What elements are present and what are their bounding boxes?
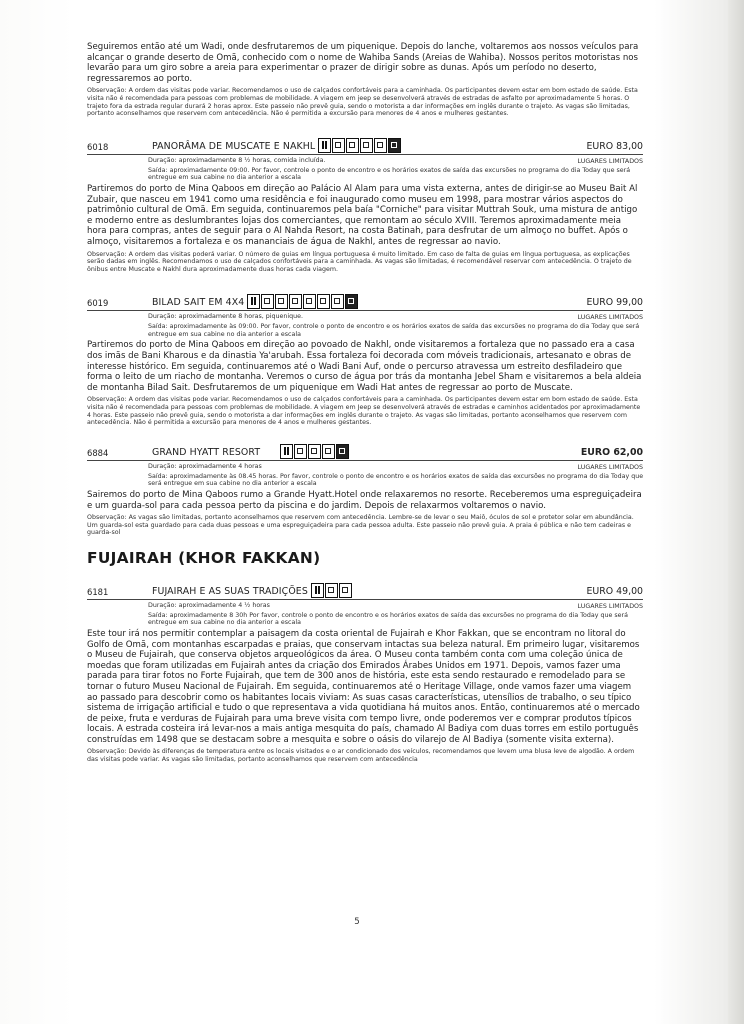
tour-6884 <box>87 441 643 537</box>
bus-icon <box>360 138 373 153</box>
tour-observation: Observação: As vagas são limitadas, portanto aconselhamos que reservem com antecedência. Lembre-se de levar o seu Maiô, óculos de sol e protetor solar em abundância. Um guarda-sol esta guardado para cada duas pessoas e uma espreguiçadeira para cada pessoa adulta. Este passeio não prevê guia. A praia é pública e não tem cadeiras e guarda-sol <box>87 514 634 537</box>
page-number: 5 <box>354 917 360 927</box>
availability-label: LUGARES LIMITADOS <box>577 157 643 165</box>
tour-observation: Observação: A ordem das visitas poderá variar. O número de guias em língua portuguesa é muito limitado. Em caso de falta de guias em língua portuguesa, as explicações serão dadas em inglês. Recomendamos o uso de calçados confortáveis para a caminhada. As vagas são limitadas, é recomendável reservar com antecedência. O trajeto de ônibus entre Muscate e Nakhl dura aproximadamente duas horas cada viagem. <box>87 250 632 273</box>
tour-name: GRAND HYATT RESORT <box>152 446 261 458</box>
tour-description: Este tour irá nos permitir contemplar a paisagem da costa oriental de Fujairah e Khor Fakkan, que se encontram no litoral do Golfo de Omã, com montanhas escarpadas e praias, que conservam intactas sua beleza natural. Em primeiro lugar, visitaremos o Museu de Fujairah, que conserva objetos arqueológicos da área. O Museu conta também conta com uma coleção única de moedas que foram utilizadas em Fujairah antes da criação dos Emirados Árabes Unidos em 1971. Depois, vamos fazer uma parada para tirar fotos no Forte Fujairah, que tem de 300 anos de história, este esta sendo restaurado e remodelado para se tornar o futuro Museu Nacional de Fujairah. Em seguida, continuaremos até o Heritage Village, onde vamos fazer uma viagem ao passado para descobrir como os habitantes locais viviam: As suas casas características, utensílios de trabalho, o seu típico sistema de irrigação artificial e tudo o que representava a vida quotidiana há muitos anos. Então, continuaremos até o mercado de peixe, fruta e verduras de Fujairah para uma breve visita com tempo livre, onde poderemos ver e comprar produtos típicos locais. A estrada costeira irá levar-nos a mais antiga mesquita do país, chamado Al Badiya com duas torres em estilo português construídas em 1498 que se destacam sobre a mesquita e sobre o oásis do vilarejo de Al Badiya (somente visita externa). <box>87 628 640 745</box>
tour-meta <box>87 157 643 165</box>
tour-icons <box>311 583 352 598</box>
accessibility-level-icon <box>280 444 293 459</box>
tour-description: Partiremos do porto de Mina Qaboos em direção ao Palácio Al Alam para uma vista externa, antes de dirigir-se ao Museu Bait Al Zubair, que nasceu em 1941 como uma residência e foi inaugurado como museu em 1998, para mostrar vários aspectos do patrimônio cultural de Omã. Em seguida, continuaremos pela baía "Corniche" para visitar Muttrah Souk, uma mistura de antigo e moderno entre as deslumbrantes lojas dos comerciantes, que remontam ao século XVIII. Teremos aproximadamente meia hora para compras, antes de seguir para o Al Nahda Resort, na costa Batinah, para desfrutar de um almoço no buffet. Após o almoço, visitaremos a fortaleza e os mananciais de água de Nakhl, antes de regressar ao navio. <box>87 183 638 247</box>
hiking-icon <box>331 294 344 309</box>
accessibility-level-icon <box>247 294 260 309</box>
tour-duration: Duração: aproximadamente 4 ½ horas <box>148 601 270 609</box>
tour-6018 <box>87 135 643 274</box>
tour-header <box>87 135 643 155</box>
accessibility-level-icon <box>311 583 324 598</box>
landscape-icon <box>275 294 288 309</box>
tour-price: EURO 99,00 <box>586 297 643 309</box>
meal-icon <box>374 138 387 153</box>
swim-icon <box>322 444 335 459</box>
tour-header <box>87 441 643 461</box>
tour-price: EURO 49,00 <box>586 585 643 597</box>
intro-observation: Observação: A ordem das visitas pode variar. Recomendamos o uso de calçados confortáveis para a caminhada. Os participantes devem estar em bom estado de saúde. Esta visita não é recomendada para pessoas com problemas de mobilidade. A viagem em jeep se desenvolverá através de estradas de asfalto por aproximadamente 5 horas. O trajeto fora da estrada regular durará 2 horas aprox. Este passeio não prevê guia, sendo o motorista a dar informações em inglês durante o trajeto. As vagas são limitadas, portanto aconselhamos que reservem com antecedência. Não é permitida a excursão para menores de 4 anos e mulheres gestantes. <box>87 87 638 118</box>
table-icon <box>346 138 359 153</box>
region-heading: FUJAIRAH (KHOR FAKKAN) <box>87 548 321 567</box>
new-icon <box>336 444 349 459</box>
sun-icon <box>317 294 330 309</box>
tour-departure: Saída: aproximadamente 8 30h Por favor, controle o ponto de encontro e os horários exatos de saída das excursões no programa do dia Today que será entregue em sua cabine no dia anterior a escala <box>148 611 628 627</box>
tour-meta <box>87 313 643 321</box>
tour-duration: Duração: aproximadamente 4 horas <box>148 462 262 470</box>
jeep-icon <box>289 294 302 309</box>
group-icon <box>325 583 338 598</box>
tour-departure: Saída: aproximadamente às 08.45 horas. Por favor, controle o ponto de encontro e os horários exatos de saída das excursões no programa do dia Today que será entregue em sua cabine no dia anterior a escala <box>148 472 644 488</box>
beach-icon <box>308 444 321 459</box>
tour-code: 6018 <box>87 141 109 152</box>
camera-icon <box>303 294 316 309</box>
tour-name: BILAD SAIT EM 4X4 <box>152 297 245 309</box>
group-icon <box>261 294 274 309</box>
walking-icon <box>345 294 358 309</box>
family-icon <box>294 444 307 459</box>
tour-6181 <box>87 580 643 764</box>
tour-price: EURO 83,00 <box>586 140 643 152</box>
tour-description: Partiremos do porto de Mina Qaboos em direção ao povoado de Nakhl, onde visitaremos a fortaleza que no passado era a casa dos imãs de Bani Kharous e da dinastia Ya'arubah. Essa fortaleza foi decorada com móveis tradicionais, artesanato e obras de interesse histórico. Em seguida, continuaremos até o Wadi Bani Auf, onde o percurso atravessa um estreito desfiladeiro que forma o leito de um riacho de montanha. Veremos o curso de água por trás da montanha Jebel Sham e visitaremos a bela aldeia de montanha Bilad Sait. Desfrutaremos de um piquenique em Wadi Hat antes de regressar ao porto de Muscate. <box>87 340 642 393</box>
page-content <box>87 42 643 764</box>
tour-name: FUJAIRAH E AS SUAS TRADIÇÕES <box>152 585 308 597</box>
tour-meta <box>87 463 643 471</box>
tour-icons <box>247 294 358 309</box>
availability-label: LUGARES LIMITADOS <box>577 463 643 471</box>
tour-meta <box>87 602 643 610</box>
walking-icon <box>388 138 401 153</box>
availability-label: LUGARES LIMITADOS <box>577 314 643 322</box>
tour-name: PANORÂMA DE MUSCATE E NAKHL <box>152 140 316 152</box>
tour-departure: Saída: aproximadamente 09:00. Por favor, controle o ponto de encontro e os horários exatos de saída das excursões no programa do dia Today que será entregue em sua cabine no dia anterior a escala <box>148 166 631 182</box>
availability-label: LUGARES LIMITADOS <box>577 602 643 610</box>
tour-observation: Observação: A ordem das visitas pode variar. Recomendamos o uso de calçados confortáveis para a caminhada. Os participantes devem estar em bom estado de saúde. Esta visita não é recomendada para pessoas com problemas de mobilidade. A viagem em Jeep se desenvolverá através de estradas e caminhos acidentados por aproximadamente 4 horas. Este passeio não prevê guia, sendo o motorista a dar informações em inglês durante o trajeto. As vagas são limitadas, portanto aconselhamos que reservem com antecedência. Não é permitida a excursão para menores de 4 anos e mulheres gestantes. <box>87 396 641 427</box>
tour-price: EURO 62,00 <box>580 446 643 458</box>
tour-header <box>87 291 643 311</box>
intro-section <box>87 42 643 118</box>
tour-departure: Saída: aproximadamente às 09:00. Por favor, controle o ponto de encontro e os horários exatos de saída das excursões no programa do dia Today que será entregue em sua cabine no dia anterior a escala <box>148 323 640 338</box>
tour-6019 <box>87 291 643 427</box>
accessibility-level-icon <box>318 138 331 153</box>
group-icon <box>332 138 345 153</box>
page-edge-shadow <box>728 0 744 1024</box>
intro-text: Seguiremos então até um Wadi, onde desfrutaremos de um piquenique. Depois do lanche, voltaremos aos nossos veículos para alcançar o grande deserto de Omã, conhecido com o nome de Wahiba Sands (Areias de Wahiba). Nossos peritos motoristas nos levarão para um giro sobre a areia para experimentar o prazer de dirigir sobre as dunas. Após um período no deserto, regressaremos ao porto. <box>87 42 639 84</box>
tour-icons <box>318 138 401 153</box>
tour-header <box>87 580 643 600</box>
tour-duration: Duração: aproximadamente 8 horas, piquenique. <box>148 313 304 321</box>
table-icon <box>339 583 352 598</box>
tour-description: Sairemos do porto de Mina Qaboos rumo a Grande Hyatt.Hotel onde relaxaremos no resorte. Receberemos uma espreguiçadeira e um guarda-sol para cada pessoa perto da piscina e do jardim. Depois de relaxarmos voltaremos o navio. <box>87 490 642 511</box>
tour-duration: Duração: aproximadamente 8 ½ horas, comida incluída. <box>148 156 326 164</box>
tour-icons <box>280 444 349 459</box>
tour-observation: Observação: Devido às diferenças de temperatura entre os locais visitados e o ar condicionado dos veículos, recomendamos que levem uma blusa leve de algodão. A ordem das visitas pode variar. As vagas são limitadas, portanto aconselhamos que reservem com antecedência <box>87 748 635 764</box>
tour-code: 6884 <box>87 447 109 458</box>
tour-code: 6019 <box>87 298 109 309</box>
tour-code: 6181 <box>87 586 109 597</box>
